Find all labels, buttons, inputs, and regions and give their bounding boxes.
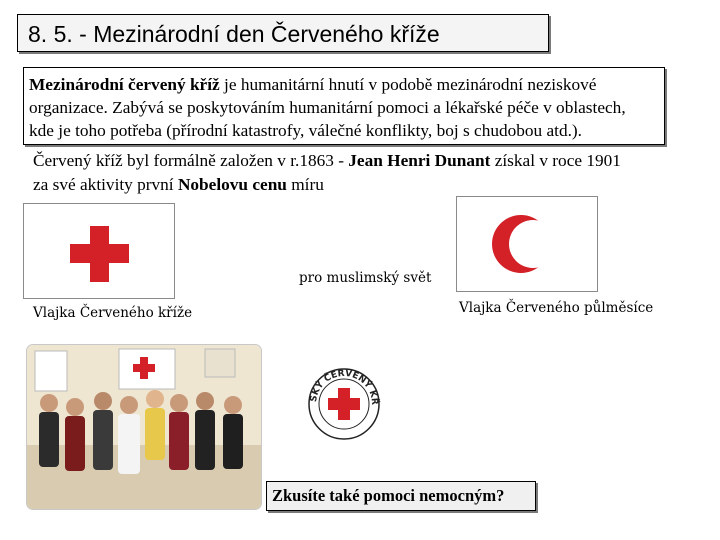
history-line-2 bbox=[33, 173, 663, 197]
history-line-1 bbox=[33, 149, 663, 173]
red-cross-flag bbox=[23, 203, 175, 299]
history-text-4: míru bbox=[286, 175, 324, 194]
nobel-prize: Nobelovu cenu bbox=[177, 175, 287, 194]
history-paragraph bbox=[33, 149, 663, 197]
intro-paragraph bbox=[23, 67, 665, 145]
intro-line-1-rest: je humanitární hnutí v podobě mezinárodní neziskové bbox=[219, 75, 597, 94]
logo-emblem-icon bbox=[304, 362, 384, 442]
red-crescent-icon bbox=[457, 197, 597, 291]
red-crescent-flag bbox=[456, 196, 598, 292]
muslim-world-caption: pro muslimský svět bbox=[299, 270, 432, 286]
czech-red-cross-logo bbox=[304, 362, 384, 442]
red-cross-icon bbox=[24, 204, 174, 298]
slide-title-box bbox=[17, 14, 549, 52]
founder-name: Jean Henri Dunant bbox=[348, 151, 491, 170]
history-text-1: Červený kříž byl formálně založen v r.1863 - bbox=[33, 151, 349, 170]
slide-title: 8. 5. - Mezinárodní den Červeného kříže bbox=[28, 21, 440, 47]
cross-flag-caption: Vlajka Červeného kříže bbox=[33, 305, 193, 321]
group-photo-illustration bbox=[27, 345, 262, 510]
intro-line-1 bbox=[29, 73, 659, 96]
intro-line-3: kde je toho potřeba (přírodní katastrofy, válečné konflikty, boj s chudobou atd.). bbox=[29, 121, 583, 140]
history-text-3: za své aktivity první bbox=[33, 175, 178, 194]
intro-bold-lead: Mezinárodní červený kříž bbox=[29, 75, 220, 94]
question-text: Zkusíte také pomoci nemocným? bbox=[272, 486, 505, 505]
intro-line-2: organizace. Zabývá se poskytováním humanitární pomoci a lékařské péče v oblastech, bbox=[29, 98, 626, 117]
history-text-2: získal v roce 1901 bbox=[490, 151, 621, 170]
crescent-flag-caption: Vlajka Červeného půlměsíce bbox=[459, 300, 654, 316]
question-box bbox=[266, 481, 536, 511]
svg-text:ČESKÝ ČERVENÝ KŘÍŽ: SKÝ ČERVENÝ KŘ bbox=[308, 368, 380, 406]
volunteers-photo bbox=[26, 344, 262, 510]
